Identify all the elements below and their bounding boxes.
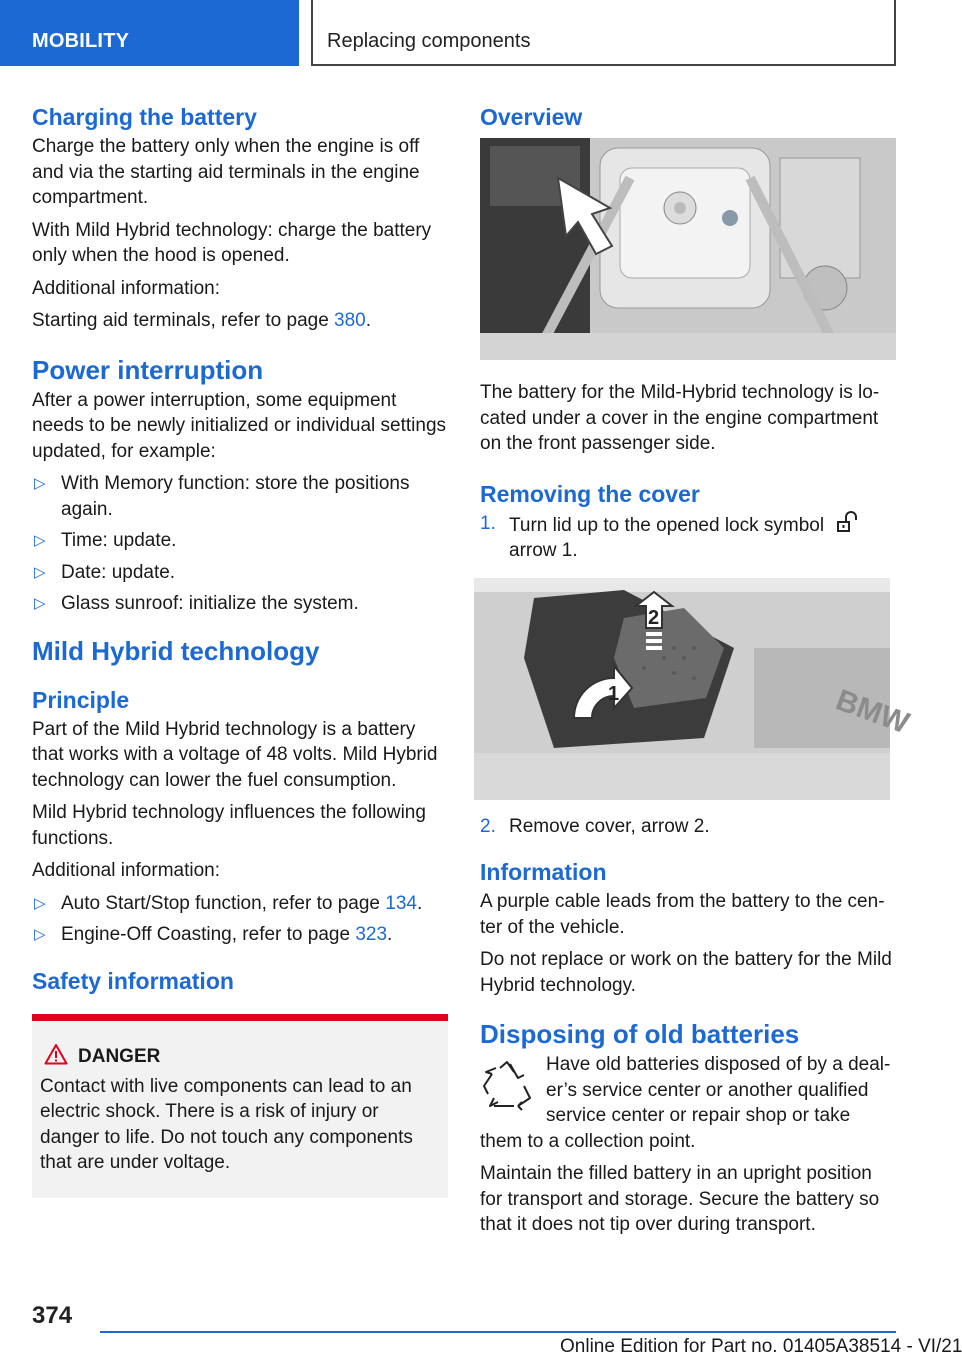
chapter-title: Replacing components bbox=[311, 0, 896, 66]
charging-paragraph-1: Charge the battery only when the engine is off and via the starting aid terminals in the engine compartment. bbox=[32, 136, 420, 208]
left-column bbox=[32, 100, 448, 1198]
overview-paragraph: The battery for the Mild-Hybrid technology is located under a cover in the engine compartment on the front passenger side. bbox=[480, 382, 880, 454]
disposing-paragraph-1: Have old batteries disposed of by a dealer’s service center or another qualified service center or repair shop or take them to a collection point. bbox=[480, 1054, 891, 1152]
page-link-323[interactable]: 323 bbox=[355, 924, 388, 945]
page-number: 374 bbox=[32, 1302, 73, 1329]
danger-text: Contact with live components can lead to an electric shock. There is a risk of injury or danger to life. Do not touch any components that are under voltage. bbox=[40, 1075, 413, 1173]
recycle-icon bbox=[480, 1058, 534, 1112]
right-column bbox=[480, 100, 914, 1245]
danger-box bbox=[32, 1014, 448, 1198]
footer-divider bbox=[100, 1331, 896, 1333]
mild-paragraph-3: Additional information: bbox=[32, 860, 220, 881]
edition-note: Online Edition for Part no. 01405A38514 - VI/21 bbox=[560, 1336, 962, 1357]
page-link-134[interactable]: 134 bbox=[385, 892, 417, 914]
triangle-bullet-icon: ▷ bbox=[34, 563, 46, 581]
mild-list bbox=[32, 891, 448, 948]
warning-triangle-icon bbox=[44, 1043, 68, 1065]
power-paragraph-1: After a power interruption, some equipment needs to be newly initialized or individual settings updated, for example: bbox=[32, 389, 447, 462]
list-item: 1. Turn lid up to the opened lock symbol arrow 1. bbox=[480, 511, 896, 564]
disposing-paragraph-2: Maintain the filled battery in an upright position for transport and storage. Secure the battery so that it does not tip over during transport. bbox=[480, 1163, 880, 1235]
list-item: 2. Remove cover, arrow 2. bbox=[480, 815, 710, 837]
danger-heading: DANGER bbox=[40, 1043, 440, 1070]
heading-principle: Principle bbox=[32, 686, 130, 713]
disposing-block bbox=[480, 1052, 896, 1238]
steps-list-2 bbox=[480, 814, 896, 840]
heading-mild-hybrid: Mild Hybrid technology bbox=[32, 635, 320, 666]
open-lock-icon bbox=[835, 511, 861, 535]
information-paragraph-1: A purple cable leads from the battery to the center of the vehicle. bbox=[480, 891, 885, 938]
heading-information: Information bbox=[480, 859, 607, 885]
page-header bbox=[0, 0, 960, 66]
list-item: ▷ Date: update. bbox=[32, 560, 448, 586]
mild-paragraph-1: Part of the Mild Hybrid technology is a battery that works with a voltage of 48 volts. Mild Hybrid technology can lower the fuel consumption. bbox=[32, 718, 438, 791]
power-list bbox=[32, 471, 448, 617]
list-item: ▷ Time: update. bbox=[32, 528, 448, 554]
triangle-bullet-icon: ▷ bbox=[34, 926, 46, 943]
triangle-bullet-icon: ▷ bbox=[34, 475, 46, 492]
heading-overview: Overview bbox=[480, 104, 583, 130]
section-tab[interactable]: MOBILITY bbox=[0, 0, 299, 66]
engine-brand-text: BMW bbox=[831, 683, 914, 740]
list-item: ▷ Auto Start/Stop function, refer to page 134. bbox=[32, 891, 448, 917]
steps-list-1 bbox=[480, 511, 896, 564]
arrow-label-2: 2 bbox=[648, 606, 660, 629]
charging-paragraph-3: Additional information: bbox=[32, 277, 220, 299]
list-item: ▷ Engine-Off Coasting, refer to page 323. bbox=[32, 922, 448, 948]
arrow-label-1: 1 bbox=[608, 682, 620, 705]
page-link-380[interactable]: 380 bbox=[334, 310, 366, 331]
list-item: ▷ Glass sunroof: initialize the system. bbox=[32, 591, 448, 617]
charging-reference: Starting aid terminals, refer to page 380. bbox=[32, 310, 372, 331]
heading-disposing: Disposing of old batteries bbox=[480, 1019, 800, 1049]
information-paragraph-2: Do not replace or work on the battery for the Mild Hybrid technology. bbox=[480, 949, 892, 996]
list-item: ▷ With Memory function: store the positions again. bbox=[34, 473, 410, 520]
triangle-bullet-icon: ▷ bbox=[34, 532, 46, 549]
heading-safety: Safety information bbox=[32, 967, 234, 994]
engine-bay-photo bbox=[480, 138, 896, 360]
charging-paragraph-2: With Mild Hybrid technology: charge the battery only when the hood is opened. bbox=[32, 219, 432, 266]
triangle-bullet-icon: ▷ bbox=[34, 894, 46, 912]
mild-paragraph-2: Mild Hybrid technology influences the following functions. bbox=[32, 802, 426, 849]
cover-removal-photo bbox=[474, 578, 914, 800]
heading-removing-cover: Removing the cover bbox=[480, 480, 700, 507]
heading-charging: Charging the battery bbox=[32, 104, 257, 130]
triangle-bullet-icon: ▷ bbox=[34, 595, 46, 612]
heading-power-interruption: Power interruption bbox=[32, 354, 264, 385]
